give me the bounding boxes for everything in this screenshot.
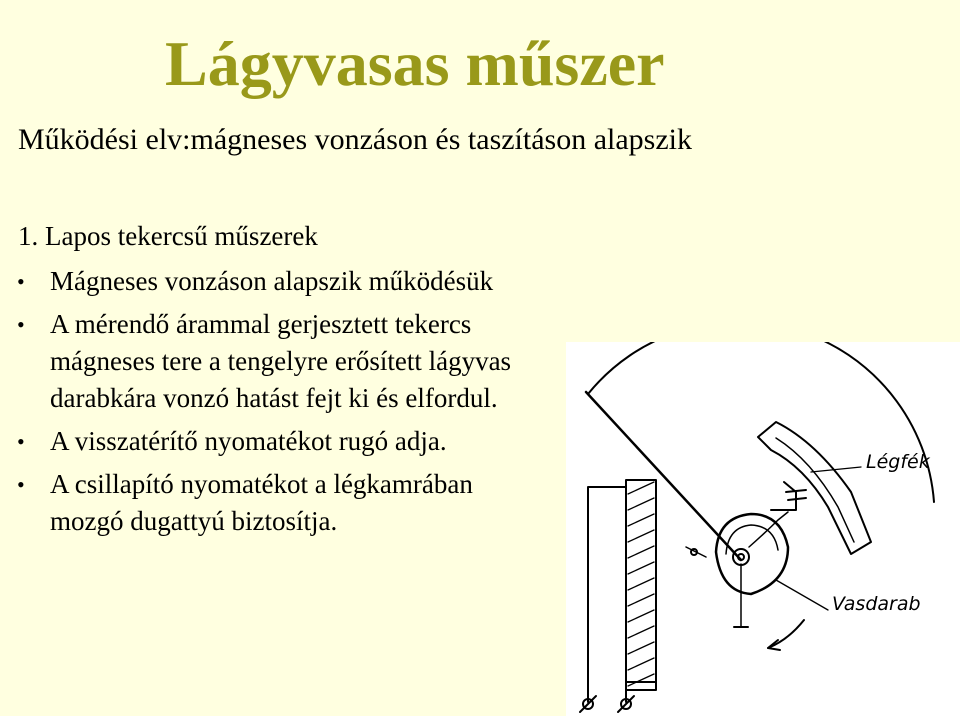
bullet-item [0, 306, 620, 417]
wire-left [588, 487, 626, 702]
bullet-dot: • [17, 429, 25, 454]
scale-arc [588, 342, 934, 502]
bullet-item [0, 466, 620, 540]
slide-title: Lágyvasas műszer [165, 28, 665, 99]
bullet-item [0, 423, 620, 460]
coil-hatching [628, 482, 654, 686]
bullet-line: Mágneses vonzáson alapszik működésük [50, 266, 494, 296]
bullet-dot: • [17, 312, 25, 337]
label-air-damper: Légfék [866, 451, 930, 473]
spring-anchor [771, 482, 796, 510]
section-heading: 1. Lapos tekercsű műszerek [18, 221, 318, 251]
bullet-item [0, 263, 620, 300]
air-damper-chamber [758, 422, 871, 554]
slide-subtitle: Működési elv:mágneses vonzáson és taszításon alapszik [18, 123, 693, 156]
bullet-line: mozgó dugattyú biztosítja. [50, 506, 338, 536]
label-iron-piece: Vasdarab [832, 593, 921, 615]
instrument-diagram-svg [566, 342, 960, 716]
bullet-line: mágneses tere a tengelyre erősített lágyvas [50, 346, 512, 376]
iron-piece [716, 514, 788, 594]
bullet-dot: • [17, 472, 25, 497]
bullet-dot: • [17, 269, 25, 294]
bullet-line: darabkára vonzó hatást fejt ki és elfordul. [50, 383, 498, 413]
bullet-line: A visszatérítő nyomatékot rugó adja. [50, 426, 447, 456]
bullet-line: A csillapító nyomatékot a légkamrában [50, 469, 473, 499]
bullet-list [0, 263, 620, 546]
bullet-line: A mérendő árammal gerjesztett tekercs [50, 309, 472, 339]
pivot-axle [733, 549, 749, 565]
instrument-diagram [566, 342, 960, 716]
pointer-needle [586, 392, 741, 560]
